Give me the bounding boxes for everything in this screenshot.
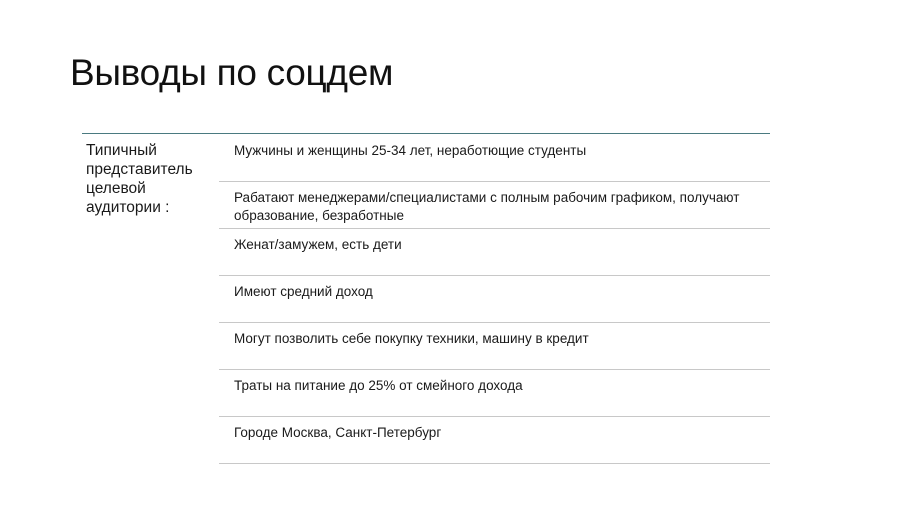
slide-title: Выводы по соцдем bbox=[70, 52, 394, 93]
row-header-label: Типичный представитель целевой аудитории : bbox=[86, 142, 193, 216]
table-row: Женат/замужем, есть дети bbox=[219, 229, 770, 276]
table-row: Рабатают менеджерами/специалистами с полным рабочим графиком, получают образование, безработные bbox=[219, 182, 770, 229]
table-top-rule bbox=[82, 133, 770, 134]
table-row: Городе Москва, Санкт-Петербург bbox=[219, 417, 770, 464]
table-row: Имеют средний доход bbox=[219, 276, 770, 323]
attributes-table bbox=[219, 135, 770, 464]
table-row: Мужчины и женщины 25-34 лет, неработющие студенты bbox=[219, 135, 770, 182]
table-row: Могут позволить себе покупку техники, машину в кредит bbox=[219, 323, 770, 370]
table-row: Траты на питание до 25% от смейного дохода bbox=[219, 370, 770, 417]
